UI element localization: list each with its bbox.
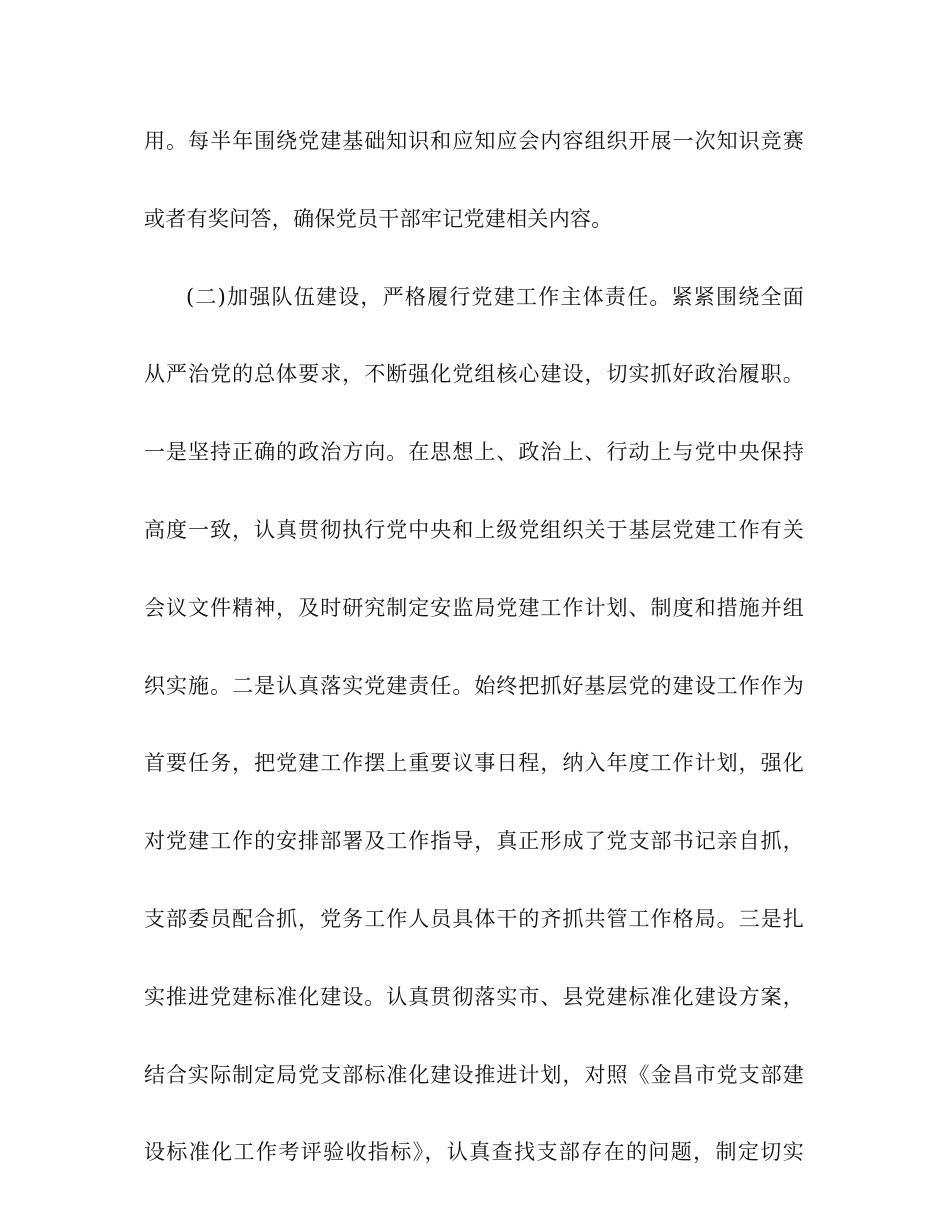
body-text [144, 122, 804, 1211]
text-line: 设标准化工作考评验收指标》，认真查找支部存在的问题，制定切实 [144, 1140, 804, 1165]
text-line: 从严治党的总体要求，不断强化党组核心建设，切实抓好政治履职。 [144, 362, 804, 387]
text-line: 对党建工作的安排部署及工作指导，真正形成了党支部书记亲自抓， [144, 829, 804, 854]
text-line: 用。每半年围绕党建基础知识和应知应会内容组织开展一次知识竞赛 [144, 129, 804, 153]
text-line: 高度一致，认真贯彻执行党中央和上级党组织关于基层党建工作有关 [144, 517, 804, 542]
text-line: 会议文件精神，及时研究制定安监局党建工作计划、制度和措施并组 [144, 595, 804, 620]
text-line: 结合实际制定局党支部标准化建设推进计划，对照《金昌市党支部建 [144, 1062, 804, 1087]
text-line: 一是坚持正确的政治方向。在思想上、政治上、行动上与党中央保持 [144, 440, 804, 465]
text-line: 织实施。二是认真落实党建责任。始终把抓好基层党的建设工作作为 [144, 673, 804, 698]
paragraph-heading-line: (二)加强队伍建设，严格履行党建工作主体责任。紧紧围绕全面 [186, 284, 804, 309]
text-line: 首要任务，把党建工作摆上重要议事日程，纳入年度工作计划，强化 [144, 751, 804, 776]
text-line: 实推进党建标准化建设。认真贯彻落实市、县党建标准化建设方案， [144, 984, 804, 1009]
text-line: 支部委员配合抓，党务工作人员具体干的齐抓共管工作格局。三是扎 [144, 906, 804, 931]
text-line: 或者有奖问答，确保党员干部牢记党建相关内容。 [144, 206, 613, 231]
